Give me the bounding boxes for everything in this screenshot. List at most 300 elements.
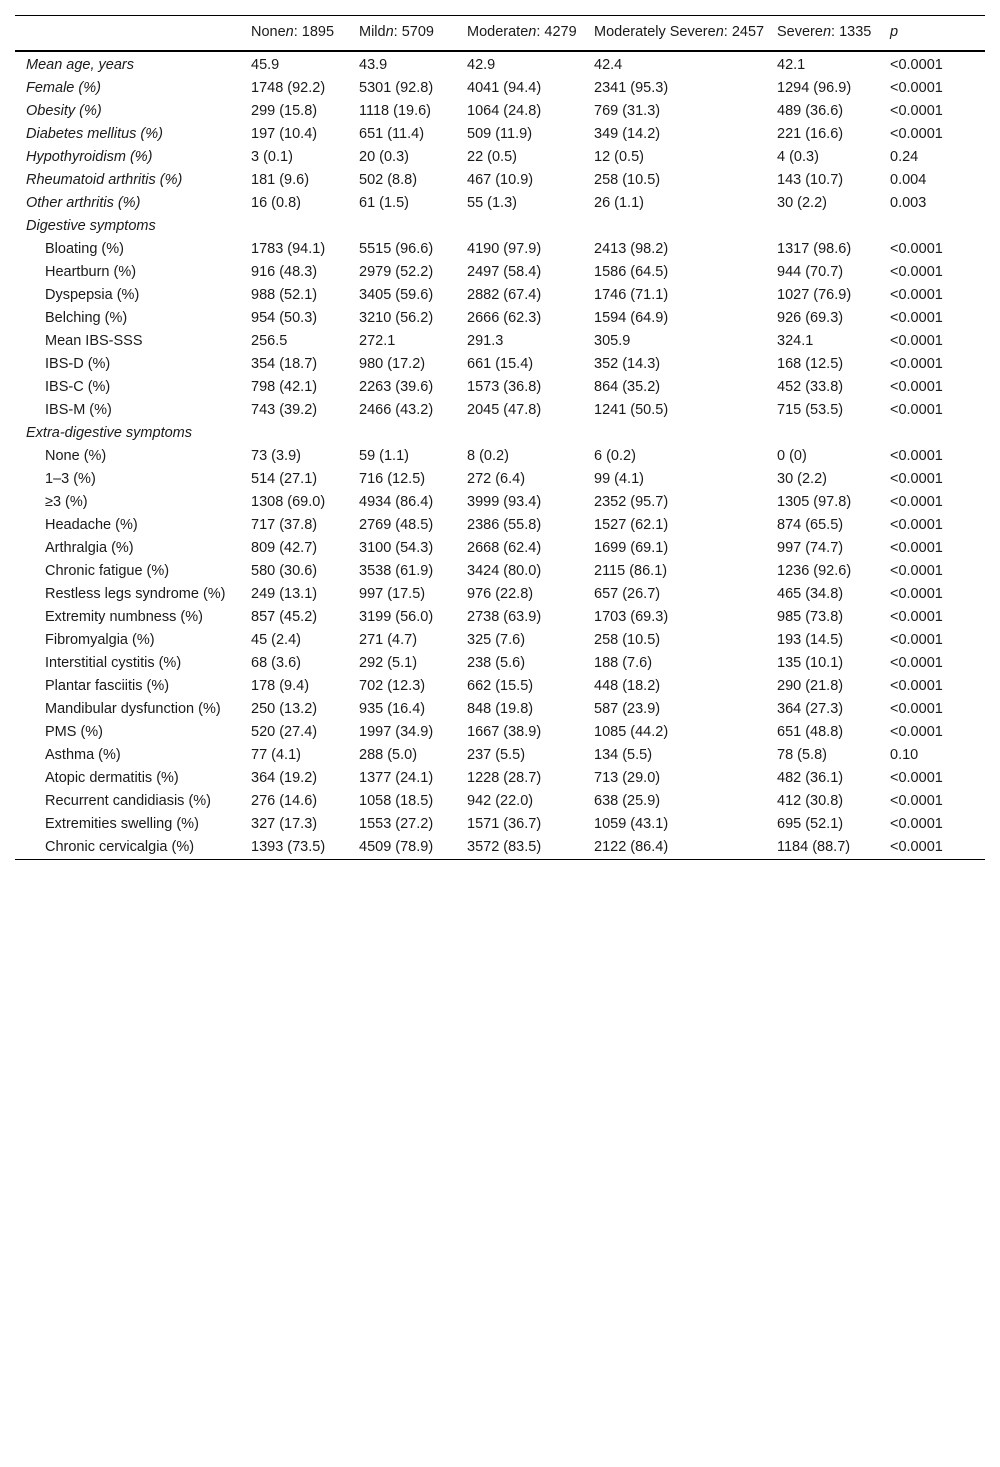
row-label: Asthma (%) [45,747,121,763]
table-cell: 188 (7.6) [594,655,653,671]
table-cell: 482 (36.1) [777,770,844,786]
table-cell: 2769 (48.5) [359,517,434,533]
table-cell: 0 (0) [777,448,807,464]
column-header [15,16,251,52]
row-label: Atopic dermatitis (%) [45,770,179,786]
table-cell: 467 (10.9) [467,172,534,188]
table-cell: <0.0001 [890,816,943,832]
table-cell: 3999 (93.4) [467,494,542,510]
table-cell: 291.3 [467,333,504,349]
table-cell: 2466 (43.2) [359,402,434,418]
table-cell: 1228 (28.7) [467,770,542,786]
table-cell: 944 (70.7) [777,264,844,280]
table-cell: 657 (26.7) [594,586,661,602]
table-cell: 935 (16.4) [359,701,426,717]
table-cell: 1783 (94.1) [251,241,326,257]
column-label: Mild [359,24,386,40]
table-cell: 638 (25.9) [594,793,661,809]
table-cell: <0.0001 [890,724,943,740]
table-cell: 2115 (86.1) [594,563,668,579]
table-cell: 985 (73.8) [777,609,844,625]
table-cell: <0.0001 [890,80,943,96]
table-cell: 2352 (95.7) [594,494,669,510]
table-cell: 2413 (98.2) [594,241,669,257]
table-cell: 237 (5.5) [467,747,526,763]
data-table [15,15,985,860]
table-cell: 1997 (34.9) [359,724,434,740]
table-cell: 954 (50.3) [251,310,318,326]
table-cell: 651 (48.8) [777,724,844,740]
table-row [15,560,985,583]
row-label: Diabetes mellitus (%) [26,126,163,142]
row-label: Interstitial cystitis (%) [45,655,182,671]
table-cell: 1553 (27.2) [359,816,434,832]
row-label: Bloating (%) [45,241,124,257]
table-cell: 272 (6.4) [467,471,526,487]
table-cell: 452 (33.8) [777,379,844,395]
table-cell [777,215,890,238]
table-cell: <0.0001 [890,494,943,510]
table-cell: <0.0001 [890,793,943,809]
table-cell: 3100 (54.3) [359,540,434,556]
table-cell [890,215,985,238]
table-row [15,123,985,146]
table-cell: <0.0001 [890,655,943,671]
table-row [15,721,985,744]
header-row [15,16,985,52]
table-cell: 1703 (69.3) [594,609,669,625]
table-cell [467,422,594,445]
table-cell: 3424 (80.0) [467,563,542,579]
table-row [15,192,985,215]
column-count: n: 1895 [285,24,335,40]
row-label: Hypothyroidism (%) [26,149,153,165]
table-cell: 1527 (62.1) [594,517,669,533]
table-cell [594,215,777,238]
table-cell: 2045 (47.8) [467,402,542,418]
table-cell: 2497 (58.4) [467,264,542,280]
table-row [15,353,985,376]
table-cell: 743 (39.2) [251,402,318,418]
table-cell: 702 (12.3) [359,678,426,694]
table-cell: 364 (19.2) [251,770,318,786]
table-cell: 1236 (92.6) [777,563,852,579]
column-label: Severe [777,24,823,40]
row-label: Plantar fasciitis (%) [45,678,170,694]
table-cell: 809 (42.7) [251,540,318,556]
table-cell: 848 (19.8) [467,701,534,717]
table-row [15,583,985,606]
table-cell: <0.0001 [890,609,943,625]
table-cell: 238 (5.6) [467,655,526,671]
table-row [15,238,985,261]
row-label: Dyspepsia (%) [45,287,140,303]
table-cell: 2341 (95.3) [594,80,669,96]
table-cell: 221 (16.6) [777,126,844,142]
row-label: IBS-C (%) [45,379,111,395]
table-cell: 1027 (76.9) [777,287,852,303]
table-cell: 4934 (86.4) [359,494,434,510]
table-cell: <0.0001 [890,586,943,602]
table-row [15,51,985,77]
table-row [15,698,985,721]
table-cell: <0.0001 [890,356,943,372]
row-label: Extra-digestive symptoms [26,425,192,441]
table-cell: 20 (0.3) [359,149,409,165]
table-cell: 305.9 [594,333,631,349]
table-cell: 1058 (18.5) [359,793,434,809]
table-cell: 61 (1.5) [359,195,409,211]
table-cell: 587 (23.9) [594,701,661,717]
table-cell: 1586 (64.5) [594,264,669,280]
table-row [15,261,985,284]
table-row [15,790,985,813]
table-cell: 1667 (38.9) [467,724,542,740]
column-header [594,16,777,52]
table-cell: <0.0001 [890,264,943,280]
table-cell: 926 (69.3) [777,310,844,326]
table-cell: <0.0001 [890,678,943,694]
table-cell: 864 (35.2) [594,379,661,395]
table-cell: 42.1 [777,57,806,73]
table-cell: 3572 (83.5) [467,839,542,855]
table-cell: 980 (17.2) [359,356,426,372]
table-cell: 1748 (92.2) [251,80,326,96]
row-label: PMS (%) [45,724,103,740]
table-row [15,606,985,629]
table-cell: 489 (36.6) [777,103,844,119]
table-cell: 45 (2.4) [251,632,301,648]
table-cell: 178 (9.4) [251,678,310,694]
table-cell: 3405 (59.6) [359,287,434,303]
table-cell: 662 (15.5) [467,678,534,694]
table-row [15,284,985,307]
row-label: Mean IBS-SSS [45,333,143,349]
table-cell: 12 (0.5) [594,149,644,165]
column-count: n: 2457 [715,24,765,40]
table-cell: 276 (14.6) [251,793,318,809]
row-label: Mandibular dysfunction (%) [45,701,221,717]
table-cell: 42.4 [594,57,623,73]
table-cell: 4190 (97.9) [467,241,542,257]
row-label: Fibromyalgia (%) [45,632,155,648]
table-cell: 272.1 [359,333,396,349]
table-cell: <0.0001 [890,379,943,395]
table-cell: <0.0001 [890,126,943,142]
table-cell: 988 (52.1) [251,287,318,303]
table-cell: 1059 (43.1) [594,816,669,832]
table-row [15,744,985,767]
table-cell: 77 (4.1) [251,747,301,763]
table-cell: 8 (0.2) [467,448,509,464]
column-label: Moderately Severe [594,24,716,40]
table-cell: 258 (10.5) [594,632,661,648]
table-cell: 2882 (67.4) [467,287,542,303]
row-label: ≥3 (%) [45,494,88,510]
table-cell [359,422,467,445]
table-cell: 997 (17.5) [359,586,426,602]
row-label: Chronic cervicalgia (%) [45,839,195,855]
row-label: Restless legs syndrome (%) [45,586,226,602]
table-row [15,652,985,675]
table-cell: <0.0001 [890,241,943,257]
table-cell: 290 (21.8) [777,678,844,694]
table-cell: 3210 (56.2) [359,310,434,326]
table-cell: 514 (27.1) [251,471,318,487]
table-cell: 412 (30.8) [777,793,844,809]
table-cell: 651 (11.4) [359,126,425,142]
table-cell: 258 (10.5) [594,172,661,188]
table-cell: 1308 (69.0) [251,494,326,510]
table-cell: 3199 (56.0) [359,609,434,625]
table-cell: 2666 (62.3) [467,310,542,326]
row-label: Extremities swelling (%) [45,816,199,832]
table-cell: 43.9 [359,57,388,73]
table-cell: 99 (4.1) [594,471,644,487]
table-cell: 42.9 [467,57,496,73]
table-cell: 68 (3.6) [251,655,301,671]
table-cell: <0.0001 [890,701,943,717]
table-cell [359,215,467,238]
column-count: n: 4279 [528,24,577,40]
table-cell: 4 (0.3) [777,149,819,165]
table-row [15,169,985,192]
table-cell: 1184 (88.7) [777,839,851,855]
table-row [15,330,985,353]
table-cell: 1377 (24.1) [359,770,434,786]
row-label: Headache (%) [45,517,138,533]
table-cell: 5515 (96.6) [359,241,434,257]
table-cell [594,422,777,445]
table-cell: 73 (3.9) [251,448,301,464]
table-cell: 6 (0.2) [594,448,636,464]
table-cell: 299 (15.8) [251,103,318,119]
table-cell: 364 (27.3) [777,701,844,717]
table-cell: 4509 (78.9) [359,839,434,855]
table-cell: 26 (1.1) [594,195,644,211]
table-cell: 135 (10.1) [777,655,844,671]
table-row [15,629,985,652]
table-cell [251,215,359,238]
table-cell: <0.0001 [890,540,943,556]
table-cell: 713 (29.0) [594,770,661,786]
table-cell [251,422,359,445]
table-row [15,307,985,330]
table-cell: <0.0001 [890,448,943,464]
table-cell: 354 (18.7) [251,356,318,372]
row-label: Heartburn (%) [45,264,137,280]
column-header [890,16,985,52]
row-label: Belching (%) [45,310,128,326]
table-row [15,376,985,399]
table-cell: 78 (5.8) [777,747,827,763]
table-cell: 352 (14.3) [594,356,661,372]
table-cell: 0.004 [890,172,927,188]
table-cell: 942 (22.0) [467,793,534,809]
table-row [15,468,985,491]
table-cell: 0.24 [890,149,919,165]
table-cell: 16 (0.8) [251,195,301,211]
table-header [15,16,985,52]
table-cell: 256.5 [251,333,288,349]
table-cell: <0.0001 [890,287,943,303]
row-label: Chronic fatigue (%) [45,563,170,579]
row-label: IBS-D (%) [45,356,111,372]
table-cell: 3 (0.1) [251,149,293,165]
table-cell: 327 (17.3) [251,816,318,832]
table-cell: 288 (5.0) [359,747,418,763]
table-cell: 4041 (94.4) [467,80,542,96]
table-cell: 997 (74.7) [777,540,844,556]
table-row [15,77,985,100]
table-cell [777,422,890,445]
table-cell: <0.0001 [890,310,943,326]
table-cell: 22 (0.5) [467,149,517,165]
table-cell: 324.1 [777,333,814,349]
table-cell: 1746 (71.1) [594,287,669,303]
column-label: p [890,24,899,40]
table-cell: 1594 (64.9) [594,310,669,326]
table-cell: 502 (8.8) [359,172,418,188]
table-row [15,813,985,836]
table-cell: 1294 (96.9) [777,80,852,96]
row-label: Rheumatoid arthritis (%) [26,172,183,188]
table-body [15,51,985,860]
row-label: Mean age, years [26,57,135,73]
table-cell: 717 (37.8) [251,517,318,533]
row-label: None (%) [45,448,107,464]
column-count: n: 1335 [822,24,872,40]
table-cell: 1317 (98.6) [777,241,852,257]
table-row [15,514,985,537]
table-cell: 250 (13.2) [251,701,318,717]
row-label: Recurrent candidiasis (%) [45,793,212,809]
column-header [251,16,359,52]
column-header [777,16,890,52]
table-cell: 465 (34.8) [777,586,844,602]
table-cell: 1241 (50.5) [594,402,669,418]
table-cell: 580 (30.6) [251,563,318,579]
row-label: 1–3 (%) [45,471,96,487]
table-row [15,537,985,560]
table-cell: 0.10 [890,747,919,763]
column-header [359,16,467,52]
column-count: n: 5709 [385,24,434,40]
table-cell: 2122 (86.4) [594,839,669,855]
table-cell: 292 (5.1) [359,655,418,671]
table-cell: 769 (31.3) [594,103,661,119]
table-cell: 193 (14.5) [777,632,844,648]
table-cell: 0.003 [890,195,927,211]
row-label: Obesity (%) [26,103,102,119]
table-cell: <0.0001 [890,471,943,487]
table-cell: 857 (45.2) [251,609,318,625]
table-cell [890,422,985,445]
column-header [467,16,594,52]
table-cell: <0.0001 [890,517,943,533]
table-cell: 1064 (24.8) [467,103,542,119]
table-cell: 349 (14.2) [594,126,661,142]
table-cell: 55 (1.3) [467,195,517,211]
table-cell: 1393 (73.5) [251,839,326,855]
table-cell: <0.0001 [890,333,943,349]
table-row [15,146,985,169]
table-cell: <0.0001 [890,770,943,786]
table-cell: 976 (22.8) [467,586,534,602]
table-cell: 30 (2.2) [777,195,827,211]
row-label: Other arthritis (%) [26,195,141,211]
table-cell: 695 (52.1) [777,816,844,832]
table-cell: 1571 (36.7) [467,816,542,832]
table-cell: 325 (7.6) [467,632,526,648]
table-cell: <0.0001 [890,57,943,73]
table-cell: 1699 (69.1) [594,540,669,556]
table-cell: 715 (53.5) [777,402,844,418]
table-row [15,422,985,445]
table-cell: <0.0001 [890,402,943,418]
table-cell: 3538 (61.9) [359,563,434,579]
table-cell: 2668 (62.4) [467,540,542,556]
table-cell: 1305 (97.8) [777,494,852,510]
table-row [15,215,985,238]
table-row [15,100,985,123]
table-cell: 5301 (92.8) [359,80,434,96]
table-row [15,491,985,514]
table-cell: <0.0001 [890,839,943,855]
table-cell: 249 (13.1) [251,586,318,602]
column-label: None [251,24,286,40]
table-cell: 661 (15.4) [467,356,534,372]
table-cell: 2386 (55.8) [467,517,542,533]
table-cell: 181 (9.6) [251,172,310,188]
table-cell: 134 (5.5) [594,747,653,763]
table-cell: 143 (10.7) [777,172,844,188]
table-cell: 716 (12.5) [359,471,426,487]
row-label: Extremity numbness (%) [45,609,203,625]
table-cell: 45.9 [251,57,280,73]
row-label: Digestive symptoms [26,218,156,234]
table-row [15,445,985,468]
column-label: Moderate [467,24,529,40]
table-cell: 59 (1.1) [359,448,409,464]
table-cell: 2979 (52.2) [359,264,434,280]
table-row [15,399,985,422]
table-cell: 2263 (39.6) [359,379,434,395]
row-label: Female (%) [26,80,101,96]
table-cell: 1085 (44.2) [594,724,669,740]
table-cell: <0.0001 [890,563,943,579]
row-label: Arthralgia (%) [45,540,134,556]
table-row [15,836,985,860]
table-cell: 520 (27.4) [251,724,318,740]
table-cell: 509 (11.9) [467,126,533,142]
table-cell: <0.0001 [890,103,943,119]
table-cell: 798 (42.1) [251,379,318,395]
table-cell: 448 (18.2) [594,678,661,694]
table-cell: 2738 (63.9) [467,609,542,625]
table-cell: 30 (2.2) [777,471,827,487]
table-cell: 271 (4.7) [359,632,418,648]
table-cell: 1573 (36.8) [467,379,542,395]
table-cell: 874 (65.5) [777,517,844,533]
table-row [15,675,985,698]
table-cell: 916 (48.3) [251,264,318,280]
row-label: IBS-M (%) [45,402,112,418]
table-row [15,767,985,790]
table-cell: 1118 (19.6) [359,103,432,119]
table-cell: <0.0001 [890,632,943,648]
table-cell: 168 (12.5) [777,356,844,372]
